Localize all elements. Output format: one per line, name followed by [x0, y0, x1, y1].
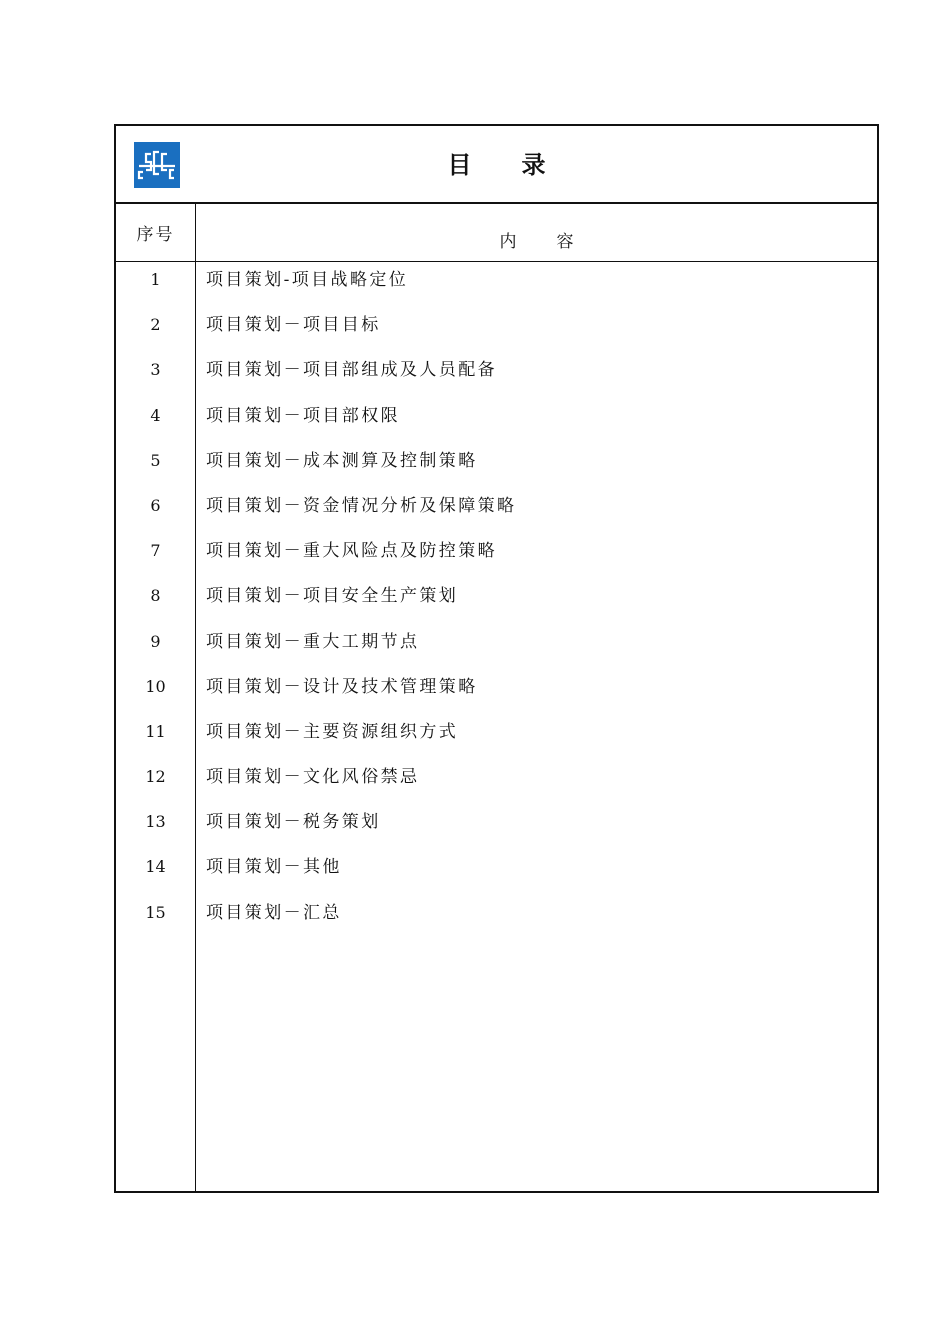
column-header-content: 内容	[499, 232, 614, 252]
toc-row-title: 项目策划－文化风俗禁忌	[206, 767, 420, 788]
toc-row-title: 项目策划－项目目标	[206, 315, 381, 336]
toc-row-number: 8	[150, 586, 161, 606]
toc-row-number: 13	[145, 812, 166, 832]
toc-row-title: 项目策划－其他	[206, 857, 342, 878]
page-title: 目录	[447, 151, 596, 179]
toc-row-number: 12	[145, 767, 166, 787]
toc-row	[116, 583, 877, 628]
toc-row-title: 项目策划－项目部组成及人员配备	[206, 360, 497, 381]
toc-row-title: 项目策划－重大风险点及防控策略	[206, 541, 497, 562]
toc-row-title: 项目策划－成本测算及控制策略	[206, 450, 478, 471]
toc-row-number: 4	[150, 405, 161, 425]
toc-row-number: 1	[150, 270, 161, 289]
toc-row-title: 项目策划－设计及技术管理策略	[206, 676, 478, 697]
toc-row	[116, 809, 877, 854]
toc-row	[116, 403, 877, 448]
toc-row-title: 项目策划－税务策划	[206, 812, 381, 833]
toc-table	[114, 124, 879, 1193]
title-row	[116, 126, 877, 204]
toc-row-number: 15	[145, 902, 166, 922]
toc-row	[116, 764, 877, 809]
toc-row-title: 项目策划－汇总	[206, 902, 342, 923]
toc-row	[116, 719, 877, 764]
toc-row-number: 3	[150, 360, 161, 380]
toc-row-number: 11	[145, 721, 166, 741]
toc-row	[116, 448, 877, 493]
toc-row-title: 项目策划－重大工期节点	[206, 631, 420, 652]
toc-row	[116, 538, 877, 583]
column-header-row	[116, 204, 877, 262]
toc-row	[116, 493, 877, 538]
toc-row	[116, 674, 877, 719]
toc-row	[116, 854, 877, 899]
toc-row	[116, 900, 877, 945]
toc-list	[116, 267, 877, 945]
toc-row-title: 项目策划-项目战略定位	[206, 270, 409, 290]
toc-row-number: 5	[150, 450, 161, 470]
toc-row	[116, 267, 877, 312]
toc-row-title: 项目策划－主要资源组织方式	[206, 721, 459, 742]
toc-row-title: 项目策划－项目部权限	[206, 405, 400, 426]
toc-row-number: 6	[150, 495, 161, 515]
toc-row-number: 10	[145, 676, 166, 696]
toc-row	[116, 357, 877, 402]
toc-row-title: 项目策划－项目安全生产策划	[206, 586, 459, 607]
toc-row-number: 9	[150, 631, 161, 651]
toc-row-title: 项目策划－资金情况分析及保障策略	[206, 495, 517, 516]
column-header-seq: 序号	[136, 225, 175, 245]
toc-row-number: 14	[145, 857, 166, 877]
toc-row-number: 2	[150, 315, 161, 335]
toc-row	[116, 312, 877, 357]
toc-row-number: 7	[150, 541, 161, 561]
toc-row	[116, 629, 877, 674]
